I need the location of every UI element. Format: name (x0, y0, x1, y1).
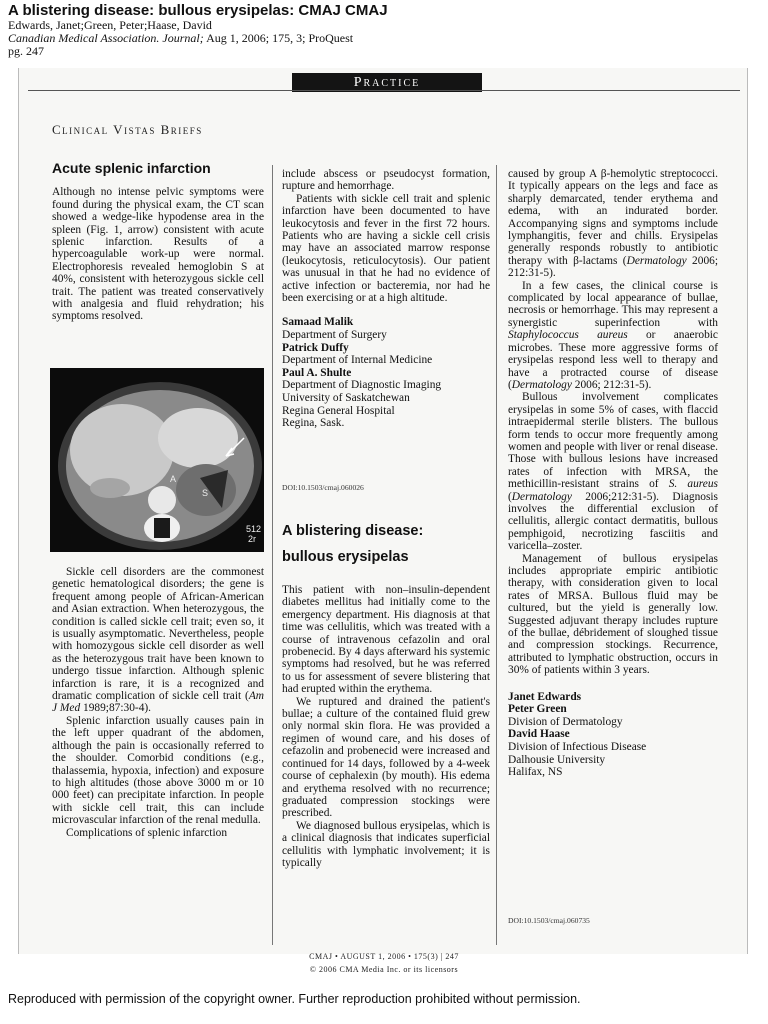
author-name: Janet Edwards (508, 690, 582, 703)
author-name: David Haase (508, 728, 570, 741)
page-footer-copyright: © 2006 CMA Media Inc. or its licensors (309, 965, 459, 974)
article-1-title: Acute splenic infarction (52, 160, 211, 176)
column-1-lower (52, 566, 264, 839)
article-2-paragraph: We ruptured and drained the patient's bullae; a culture of the contained fluid grew only normal skin flora. He was provided a regimen of wound care, and his doses of cefazolin and probenecid were increased and continued for 14 days, followed by a 4-week course of cephalexin (by mouth). His edema and erythema resolved with no recurrence; graduated compression stockings were prescribed. (282, 695, 490, 820)
ct-scan-figure (50, 368, 264, 552)
article-2-title-line-1: A blistering disease: (282, 523, 424, 539)
author-name: Patrick Duffy (282, 341, 349, 354)
document-header (8, 2, 748, 58)
section-label: Clinical Vistas Briefs (52, 122, 203, 137)
figure-label-512: 512 (246, 524, 262, 534)
institution: Halifax, NS (508, 766, 563, 779)
citation: Staphylococcus aureus (508, 329, 628, 342)
article-2-paragraph: Management of bullous erysipelas includes appropriate empiric antibiotic therapy, with consideration given to local rates of MRSA. Bullous fluid may be cultured, but the yield is generally low. Suggested adjuvant therapy includes rupture of the bullae, débridement of sloughed tissue and compression stockings. Recurrence, attributed to lymphatic obstruction, occurs in 30% of patients within 3 years. (508, 552, 718, 677)
author-affiliation: Department of Diagnostic Imaging (282, 379, 442, 392)
column-divider (496, 165, 497, 945)
ct-scan-image (50, 368, 264, 552)
author-affiliation: Department of Internal Medicine (282, 354, 433, 367)
document-citation (8, 32, 748, 45)
article-1-doi: DOI:10.1503/cmaj.060026 (282, 483, 364, 492)
author-affiliation: Division of Infectious Disease (508, 741, 647, 754)
author-name: Peter Green (508, 703, 567, 716)
article-2-paragraph: Bullous involvement complicates erysipelas in some 5% of cases, with flaccid intraepidermal sterile blisters. The bullous form tends to occur more frequently among women and people with liver or renal disease. Those with bullous lesions have increased rates of infection with MRSA, the methicillin-resistant strains of S. aureus (Dermatology 2006;212:31-5). Diagnosis involves the differential exclusion of cellulitis, allergic contact dermatitis, bullous pemphigoid, necrotizing fasciitis and varicella–zoster. (508, 391, 718, 553)
document-authors: Edwards, Janet;Green, Peter;Haase, David (8, 18, 212, 32)
column-3 (508, 168, 718, 779)
article-2-paragraph: caused by group A β-hemolytic streptococci. It typically appears on the legs and face as sharply demarcated, tender erythema and edema, with an indurated border. Accompanying signs and symptoms include lymphangitis, fever and chills. Erysipelas generally responds robustly to antibiotic therapy with β-lactams (Dermatology 2006; 212:31-5). (508, 168, 719, 280)
citation: S. aureus (668, 478, 718, 491)
column-divider (272, 165, 273, 945)
page-footer-citation: CMAJ • AUGUST 1, 2006 • 175(3) | 247 (309, 952, 459, 961)
article-2-paragraph: This patient with non–insulin-dependent diabetes mellitus had initially come to the emergency department. His diagnosis at that time was cellulitis, which was treated with a course of intravenous cefazolin and oral probenecid. By 4 days afterward his systemic symptoms had resolved, but he was referred to us for assessment of severe blistering that had erupted within the erythema. (282, 584, 490, 696)
article-2-paragraph: We diagnosed bullous erysipelas, which is a clinical diagnosis that indicates superficial cellulitis with lymphatic involvement; it is typically (282, 819, 490, 869)
institution: Dalhousie University (508, 753, 606, 766)
article-2-paragraph: In a few cases, the clinical course is complicated by local appearance of bullae, necrosis or hemorrhage. This may represent a synergistic superinfection with Staphylococcus aureus or anaerobic microbes. These more aggressive forms of erysipelas respond less well to therapy and have a protracted course of disease (Dermatology 2006; 212:31-5). (508, 279, 718, 391)
article-1-paragraph: Complications of splenic infarction (66, 826, 228, 839)
journal-name: Canadian Medical Association. Journal; (8, 31, 204, 45)
article-2-authors (508, 691, 718, 779)
citation: Dermatology (626, 254, 687, 267)
column-1 (52, 162, 264, 323)
journal-issue: Aug 1, 2006; 175, 3; ProQuest (203, 31, 354, 45)
article-1-paragraph: Splenic infarction usually causes pain in the left upper quadrant of the abdomen, although the pain is occasionally referred to the shoulder. Comorbid conditions (e.g., thalassemia, hypoxia, infection) and exposure to high altitudes (those above 3000 m or 10 000 feet) can precipitate infarction. In people with sickle cell trait, this can include microvascular infarction of the renal medulla. (52, 714, 264, 827)
column-2-lower (282, 518, 490, 869)
citation: Dermatology (511, 490, 572, 503)
column-2 (282, 168, 490, 430)
section-divider (28, 90, 740, 91)
figure-label-s: S (202, 488, 209, 498)
document-page: pg. 247 (8, 44, 44, 58)
citation: Dermatology (511, 378, 572, 391)
article-1-paragraph: Sickle cell disorders are the commonest genetic hematological disorders; the gene is frequent among people of African-American and Asian extraction. When heterozygous, the condition is called sickle cell trait; even so, it is usually asymptomatic. Nevertheless, people with homozygous sickle cell disorder as well as the heterozygous trait have been known to undergo tissue infarction. Although splenic infarction is rare, it is a recognized and dramatic complication of sickle cell trait (Am J Med 1989;87:30-4). (52, 566, 264, 715)
article-1-paragraph: Patients with sickle cell trait and splenic infarction have been documented to have leukocytosis and fever in the first 72 hours. Patients who are having a sickle cell crisis may have an associated marrow response (leukocytosis, reticulocytosis). Our patient was unusual in that he had no evidence of active infection or bacteremia, nor had he been exercising or at a high altitude. (282, 192, 490, 305)
article-2-title-line-2: bullous erysipelas (282, 549, 409, 565)
author-name: Samaad Malik (282, 316, 354, 329)
reproduction-notice: Reproduced with permission of the copyright owner. Further reproduction prohibited without permission. (8, 992, 581, 1006)
author-name: Paul A. Shulte (282, 366, 352, 379)
author-affiliation: Division of Dermatology (508, 715, 623, 728)
article-1-authors (282, 316, 490, 429)
institution: Regina General Hospital (282, 404, 395, 417)
citation: Am J Med (52, 690, 264, 715)
document-title: A blistering disease: bullous erysipelas: CMAJ CMAJ (8, 2, 388, 19)
article-2-doi: DOI:10.1503/cmaj.060735 (508, 916, 590, 925)
author-affiliation: Department of Surgery (282, 329, 387, 342)
article-1-paragraph: include abscess or pseudocyst formation, rupture and hemorrhage. (282, 168, 490, 193)
figure-label-a: A (170, 474, 177, 484)
figure-label-2r: 2r (248, 534, 257, 544)
institution: Regina, Sask. (282, 417, 345, 430)
institution: University of Saskatchewan (282, 392, 410, 405)
section-bar: Practice (292, 73, 482, 92)
article-1-paragraph: Although no intense pelvic symptoms were found during the physical exam, the CT scan showed a wedge-like hypodense area in the spleen (Fig. 1, arrow) consistent with acute splenic infarction. Results of a hypercoagulable work-up were normal. Electrophoresis revealed hemoglobin S at 40%, consistent with heterozygous sickle cell trait. The patient was treated conservatively with analgesia and fluid rehydration; his symptoms resolved. (52, 186, 264, 323)
